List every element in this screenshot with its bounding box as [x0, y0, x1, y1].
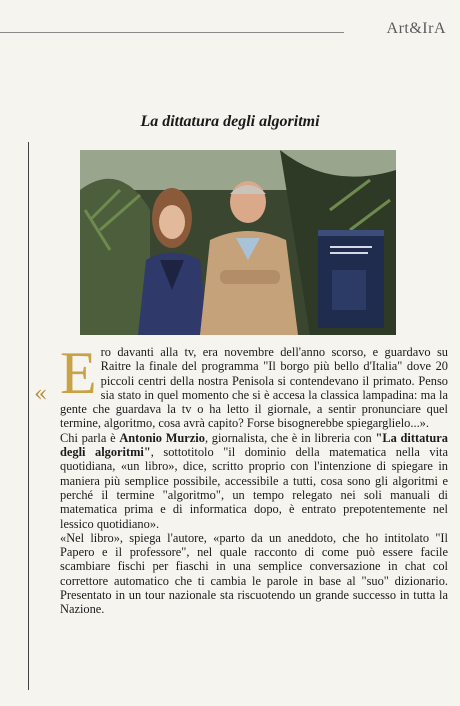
article-title: La dittatura degli algoritmi	[140, 113, 320, 130]
paragraph-2: Chi parla è Antonio Murzio, giornalista, che è in libreria con "La dittatura degli algoritmi", sottotitolo "il dominio della matematica nella vita quotidiana, «un libro», dice, scritto proprio con l'intenzione di spiegare in maniera più semplice possibile, accessibile a tutti, cosa sono gli algoritmi e perché il termine "algoritmo", un tempo relegato nei soli manuali di matematica prima e di informatica dopo, è entrato prepotentemente nel lessico quotidiano».	[60, 430, 448, 531]
book-title: "La dittatura degli algoritmi"	[60, 430, 448, 460]
drop-cap: E	[60, 340, 97, 406]
column-rule	[28, 142, 29, 690]
paragraph-1: Ero davanti alla tv, era novembre dell'anno scorso, e guardavo su Raitre la finale del programma "Il borgo più bello d'Italia" dove 20 piccoli centri della nostra Penisola si contendevano il primato. Penso sia stato in quel momento che si è accesa la classica lampadina: ma la gente che guardava la tv o ha letto il giornale, a sentir pronunciare quel termine, algoritmo, cosa avrà capito? Forse bisognerebbe spiegarglielo...».	[60, 340, 448, 431]
paragraph-3: «Nel libro», spiega l'autore, «parto da un aneddoto, che ho intitolato "Il Papero e il professore", nel quale racconto di come può essere facile scambiare fischi per fiaschi in una semplice conversazione in chat col correttore automatico che ti cambia le parole in base al "suo" dizionario. Presentato in un tour nazionale sta riscuotendo un grande successo in tutta la Nazione.	[60, 530, 448, 617]
article-body	[60, 340, 448, 617]
quote-mark: «	[34, 382, 48, 407]
article-photo	[80, 150, 396, 335]
header-rule	[0, 32, 344, 33]
author-name: Antonio Murzio	[119, 430, 205, 445]
magazine-brand: Art&IrA	[386, 20, 446, 37]
